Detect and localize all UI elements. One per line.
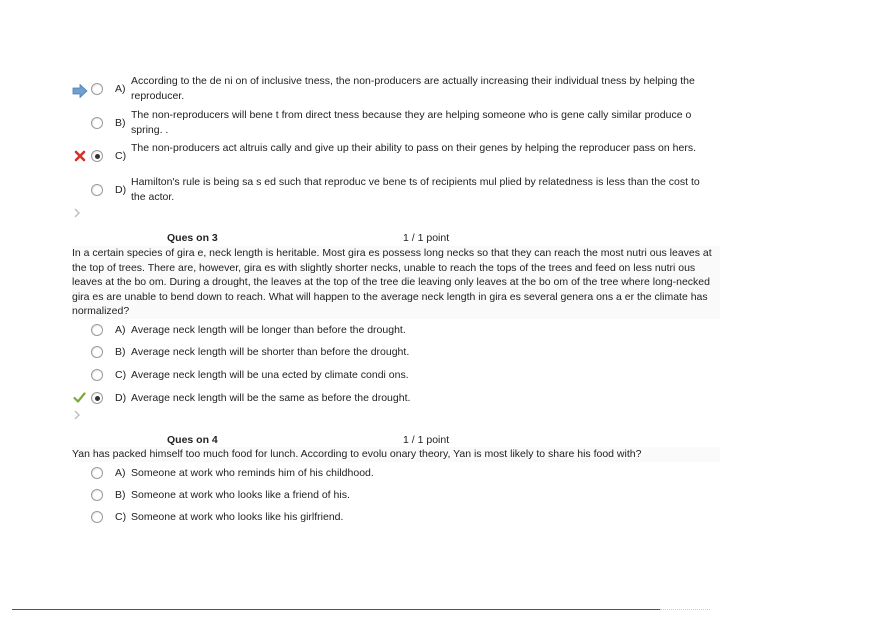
q4-option-a-text: Someone at work who reminds him of his childhood.	[131, 467, 374, 479]
q3-score: 1 / 1 point	[403, 232, 450, 244]
q2-option-c[interactable]	[0, 141, 880, 171]
q2-option-c-radio[interactable]	[91, 150, 103, 162]
q2-option-a-letter: A)	[115, 83, 126, 95]
q3-prompt: In a certain species of gira e, neck length is heritable. Most gira es possess long necks so that they can reach the most nutri ous leaves at the top of trees. There are, however, gira es with slightly shorter necks, unable to reach the tops of the trees and feed on less nutri ous leaves at the bo om. During a drought, the leaves at the top of the tree die leaving only leaves at the bo om of the tree where long-necked gira es are unable to bend down to reach. What will happen to the average neck length in gira es several genera ons a er the climate has normalized?	[72, 246, 720, 319]
q2-option-a[interactable]	[0, 74, 880, 104]
q2-option-c-text: The non-producers act altruis cally and give up their ability to pass on their genes by helping the reproducer pass on hers.	[131, 142, 696, 154]
chevron-right-icon[interactable]	[73, 208, 81, 218]
q4-option-c-radio[interactable]	[91, 511, 103, 523]
footer-divider-faint	[660, 609, 710, 610]
q3-option-b[interactable]	[0, 344, 880, 362]
cross-icon	[74, 150, 86, 162]
q3-option-c-letter: C)	[115, 369, 127, 381]
q2-option-b-radio[interactable]	[91, 117, 103, 129]
q4-option-b-text: Someone at work who looks like a friend of his.	[131, 489, 350, 501]
q4-option-c-text: Someone at work who looks like his girlfriend.	[131, 511, 344, 523]
q4-option-a-radio[interactable]	[91, 467, 103, 479]
q2-option-a-text: According to the de ni on of inclusive tness, the non-producers are actually increasing their individual tness by helping the reproducer.	[131, 75, 695, 102]
q2-option-a-radio[interactable]	[91, 83, 103, 95]
q3-option-a-text: Average neck length will be longer than before the drought.	[131, 324, 406, 336]
q3-option-d-letter: D)	[115, 392, 127, 404]
q4-option-b-letter: B)	[115, 489, 126, 501]
q4-option-c[interactable]	[0, 509, 880, 527]
q3-option-a-radio[interactable]	[91, 324, 103, 336]
check-icon	[73, 392, 86, 403]
q4-option-a[interactable]	[0, 465, 880, 483]
q4-option-b[interactable]	[0, 487, 880, 505]
q2-option-c-letter: C)	[115, 150, 127, 162]
q2-option-d-radio[interactable]	[91, 184, 103, 196]
q3-title: Ques on 3	[167, 232, 218, 244]
q3-option-b-text: Average neck length will be shorter than before the drought.	[131, 346, 410, 358]
q2-option-d[interactable]	[0, 175, 880, 205]
q4-option-b-radio[interactable]	[91, 489, 103, 501]
chevron-right-icon[interactable]	[73, 410, 81, 420]
q2-option-b-letter: B)	[115, 117, 126, 129]
arrow-icon	[72, 84, 88, 98]
q3-option-d-radio[interactable]	[91, 392, 103, 404]
q3-option-d[interactable]	[0, 390, 880, 408]
q4-title: Ques on 4	[167, 434, 218, 446]
q2-option-d-letter: D)	[115, 184, 127, 196]
q3-option-c-text: Average neck length will be una ected by climate condi ons.	[131, 369, 409, 381]
q2-option-b[interactable]	[0, 108, 880, 138]
q3-option-b-letter: B)	[115, 346, 126, 358]
q3-option-c-radio[interactable]	[91, 369, 103, 381]
q3-option-a[interactable]	[0, 322, 880, 340]
q4-prompt: Yan has packed himself too much food for lunch. According to evolu onary theory, Yan is most likely to share his food with?	[72, 447, 720, 462]
q4-score: 1 / 1 point	[403, 434, 450, 446]
q2-option-b-text: The non-reproducers will bene t from direct tness because they are helping someone who is gene cally similar produce o spring. .	[131, 109, 692, 136]
q4-option-c-letter: C)	[115, 511, 127, 523]
q2-option-d-text: Hamilton's rule is being sa s ed such that reproduc ve bene ts of recipients mul plied by relatedness is less than the cost to the actor.	[131, 176, 700, 203]
q3-option-c[interactable]	[0, 367, 880, 385]
q4-option-a-letter: A)	[115, 467, 126, 479]
q3-option-b-radio[interactable]	[91, 346, 103, 358]
q3-option-a-letter: A)	[115, 324, 126, 336]
footer-divider	[12, 609, 660, 610]
q3-option-d-text: Average neck length will be the same as before the drought.	[131, 392, 411, 404]
